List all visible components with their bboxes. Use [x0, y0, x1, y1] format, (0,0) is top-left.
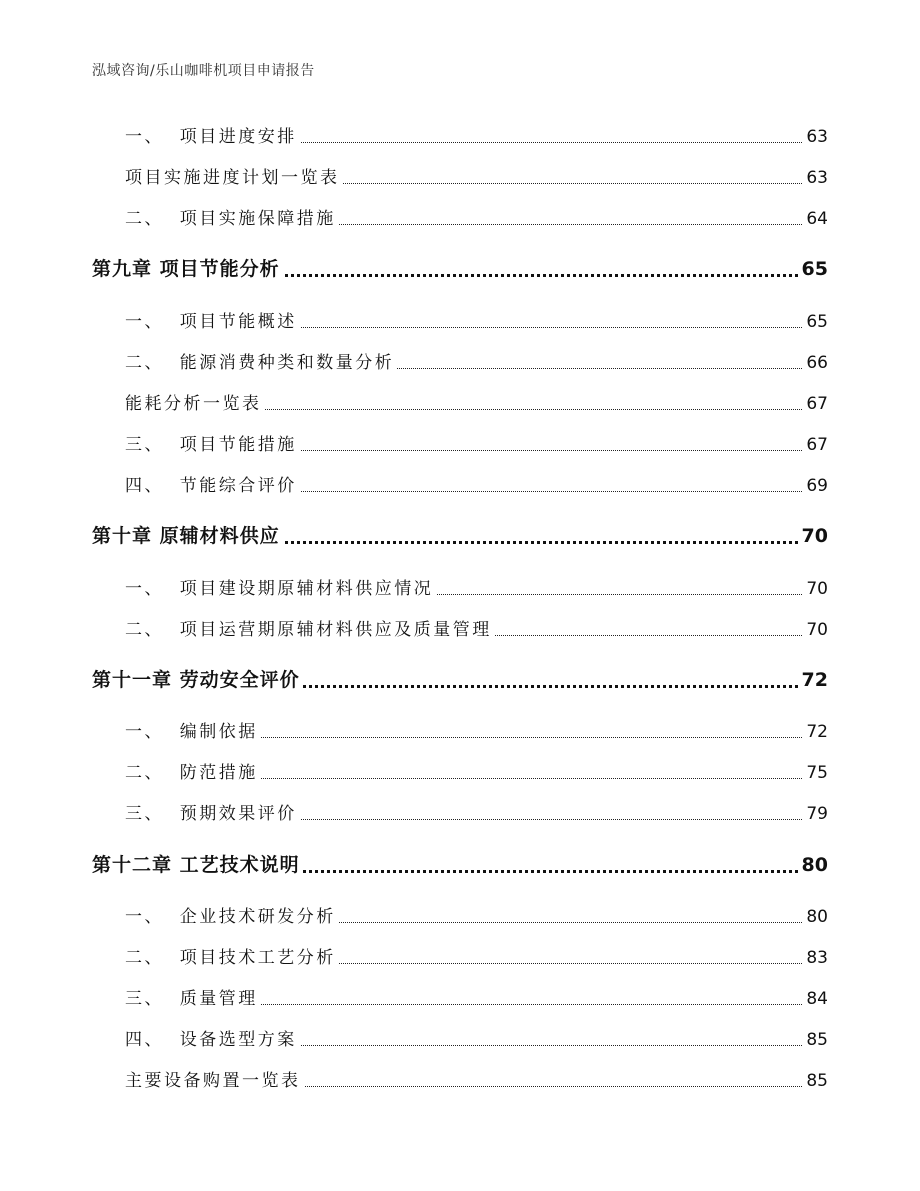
toc-entry-label: 一、 项目建设期原辅材料供应情况	[125, 581, 436, 598]
toc-chapter[interactable]	[0, 518, 920, 546]
toc-chapter-label: 第九章 项目节能分析	[92, 260, 283, 279]
toc-entry[interactable]	[0, 200, 920, 228]
toc-entry-label: 三、 质量管理	[125, 991, 261, 1008]
toc-entry-label: 主要设备购置一览表	[125, 1073, 304, 1090]
toc-entry[interactable]	[0, 570, 920, 598]
toc-entry-label: 二、 防范措施	[125, 765, 261, 782]
toc-entry-label: 二、 项目技术工艺分析	[125, 950, 339, 967]
toc-entry[interactable]	[0, 795, 920, 823]
toc-entry[interactable]	[0, 1062, 920, 1090]
toc-entry-label: 一、 编制依据	[125, 724, 261, 741]
toc-entry-label: 三、 预期效果评价	[125, 806, 300, 823]
toc-entry[interactable]	[0, 344, 920, 372]
toc-chapter-page: 72	[799, 671, 828, 690]
toc-entry[interactable]	[0, 980, 920, 1008]
toc-entry-page: 63	[803, 170, 828, 187]
toc-entry-label: 能耗分析一览表	[125, 396, 265, 413]
toc-entry-page: 66	[803, 355, 828, 372]
toc-entry-page: 64	[803, 211, 828, 228]
toc-chapter-page: 80	[799, 856, 828, 875]
toc-entry-page: 67	[803, 437, 828, 454]
page-header: 泓域咨询/乐山咖啡机项目申请报告	[92, 63, 315, 79]
toc-chapter-label: 第十二章 工艺技术说明	[92, 856, 303, 875]
toc-entry-page: 85	[803, 1032, 828, 1049]
toc-chapter-label: 第十章 原辅材料供应	[92, 527, 283, 546]
toc-entry[interactable]	[0, 1021, 920, 1049]
toc-entry-label: 四、 节能综合评价	[125, 478, 300, 495]
toc-entry[interactable]	[0, 426, 920, 454]
toc-entry[interactable]	[0, 467, 920, 495]
toc-entry-page: 65	[803, 314, 828, 331]
toc-entry-label: 三、 项目节能措施	[125, 437, 300, 454]
toc-entry-page: 75	[803, 765, 828, 782]
toc-entry-label: 一、 项目节能概述	[125, 314, 300, 331]
toc-entry-label: 项目实施进度计划一览表	[125, 170, 343, 187]
toc-entry-page: 67	[803, 396, 828, 413]
toc-entry-page: 70	[803, 581, 828, 598]
toc-entry-label: 二、 项目运营期原辅材料供应及质量管理	[125, 622, 495, 639]
toc-entry[interactable]	[0, 118, 920, 146]
toc-entry-page: 85	[803, 1073, 828, 1090]
toc-chapter-label: 第十一章 劳动安全评价	[92, 671, 303, 690]
toc-entry-page: 69	[803, 478, 828, 495]
toc-chapter[interactable]	[0, 662, 920, 690]
toc-entry-page: 63	[803, 129, 828, 146]
toc-entry[interactable]	[0, 754, 920, 782]
toc-entry-label: 四、 设备选型方案	[125, 1032, 300, 1049]
toc-chapter[interactable]	[0, 847, 920, 875]
toc-entry-label: 一、 项目进度安排	[125, 129, 300, 146]
toc-entry-page: 79	[803, 806, 828, 823]
toc-chapter-page: 65	[799, 260, 828, 279]
toc-entry[interactable]	[0, 939, 920, 967]
toc-entry-page: 84	[803, 991, 828, 1008]
toc-entry[interactable]	[0, 713, 920, 741]
toc-entry-label: 二、 能源消费种类和数量分析	[125, 355, 397, 372]
toc-entry[interactable]	[0, 898, 920, 926]
toc-chapter-page: 70	[799, 527, 828, 546]
toc-entry-page: 72	[803, 724, 828, 741]
toc-entry[interactable]	[0, 303, 920, 331]
toc-entry[interactable]	[0, 611, 920, 639]
toc-entry-label: 二、 项目实施保障措施	[125, 211, 339, 228]
toc-chapter[interactable]	[0, 251, 920, 279]
toc-entry-page: 83	[803, 950, 828, 967]
toc-entry-label: 一、 企业技术研发分析	[125, 909, 339, 926]
toc-entry[interactable]	[0, 159, 920, 187]
toc-entry-page: 80	[803, 909, 828, 926]
toc-entry[interactable]	[0, 385, 920, 413]
toc-entry-page: 70	[803, 622, 828, 639]
